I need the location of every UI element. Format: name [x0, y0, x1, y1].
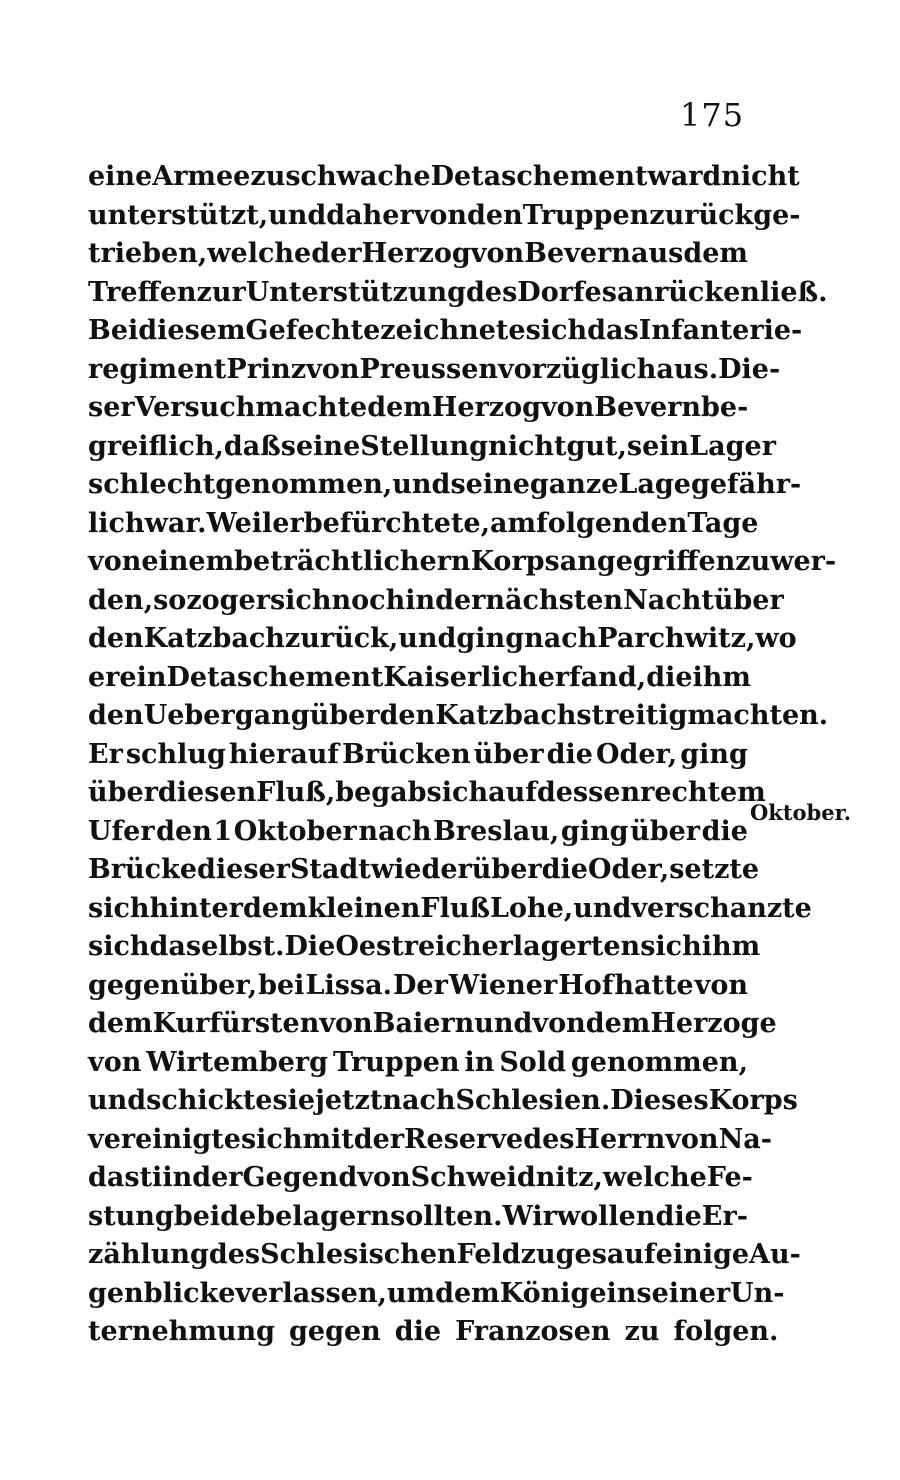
text-line: Treffen zur Unterstützung des Dorfes anrücken ließ.	[88, 276, 828, 308]
text-line: stung beide belagern sollten. Wir wollen die Er-	[88, 1200, 748, 1232]
text-line: Ufer den 1 Oktober nach Breslau, ging über die	[88, 815, 748, 847]
page-number: 175	[680, 96, 745, 134]
text-line: vereinigte sich mit der Reserve des Herrn von Na-	[88, 1123, 772, 1155]
body-text	[88, 158, 837, 1352]
text-line: lich war. Weil er befürchtete, am folgenden Tage	[88, 507, 759, 539]
text-line: den Katzbach zurück, und ging nach Parchwitz, wo	[88, 623, 797, 654]
text-line: dem Kurfürsten von Baiern und von dem Herzoge	[88, 1008, 777, 1039]
text-line: gegenüber, bei Lissa. Der Wiener Hof hatte von	[88, 969, 748, 1001]
text-line: den, so zog er sich noch in der nächsten Nacht über	[88, 584, 784, 616]
text-line: eine Armee zu schwache Detaschement ward nicht	[88, 161, 800, 192]
text-line: von Wirtemberg Truppen in Sold genommen,	[88, 1046, 748, 1078]
text-line: sich daselbst. Die Oestreicher lagerten sich ihm	[88, 931, 761, 962]
marginal-note: Oktober.	[750, 800, 852, 825]
text-line: Er schlug hierauf Brücken über die Oder, ging	[88, 738, 748, 770]
text-line: greiflich, daß seine Stellung nicht gut, sein Lager	[88, 430, 776, 462]
text-line: Brücke dieser Stadt wieder über die Oder, setzte	[88, 854, 760, 885]
text-line: regiment Prinz von Preussen vorzüglich aus. Die-	[88, 353, 781, 385]
text-line: er ein Detaschement Kaiserlicher fand, die ihm	[88, 661, 751, 693]
text-line: und schickte sie jetzt nach Schlesien. Dieses Korps	[88, 1085, 798, 1116]
text-line: genblicke verlassen, um dem Könige in seiner Un-	[88, 1277, 785, 1309]
text-line: über diesen Fluß, begab sich auf dessen rechtem	[88, 777, 766, 808]
text-line: sich hinter dem kleinen Fluß Lohe, und verschanzte	[88, 892, 812, 924]
text-line: unterstützt, und daher von den Truppen zurückge-	[88, 199, 801, 231]
text-line: den Uebergang über den Katzbach streitig machten.	[88, 700, 829, 731]
text-line: von einem beträchtlichern Korps angegriffen zu wer-	[88, 546, 837, 577]
text-line: trieben, welche der Herzog von Bevern aus dem	[88, 238, 748, 269]
text-line: dasti in der Gegend von Schweidnitz, welche Fe-	[88, 1162, 753, 1193]
text-line: schlecht genommen, und seine ganze Lage gefähr-	[88, 469, 802, 500]
text-line: zählung des Schlesischen Feldzuges auf einige Au-	[88, 1239, 801, 1270]
text-line: ser Versuch machte dem Herzog von Bevern be-	[88, 392, 749, 423]
text-line: ternehmung gegen die Franzosen zu folgen.	[88, 1316, 779, 1347]
text-line: Bei diesem Gefechte zeichnete sich das Infanterie-	[88, 315, 803, 346]
